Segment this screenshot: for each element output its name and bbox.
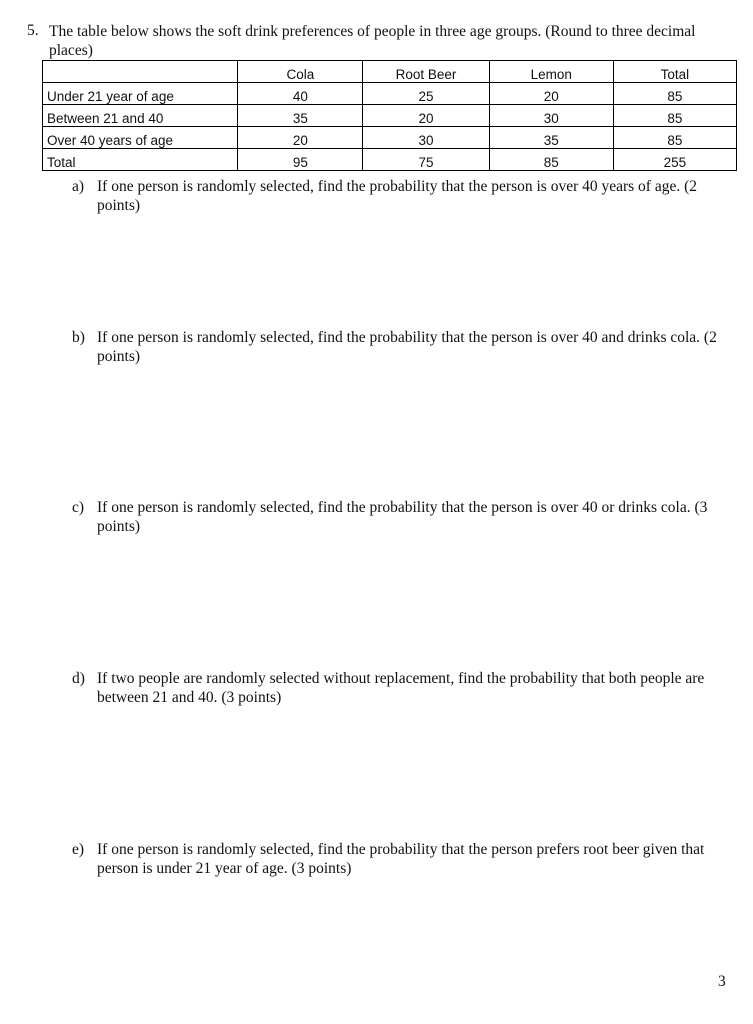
part-text: If one person is randomly selected, find the probability that the person is over 40 or drinks cola. (3 points) <box>97 499 708 535</box>
question-text: The table below shows the soft drink preferences of people in three age groups. (Round to three decimal places) <box>49 23 696 59</box>
table-row <box>43 127 737 149</box>
table-row-label: Under 21 year of age <box>43 83 238 105</box>
part-label: c) <box>72 499 85 516</box>
table-header-row <box>43 61 737 83</box>
table-cell: 75 <box>363 149 489 171</box>
table-row-label: Between 21 and 40 <box>43 105 238 127</box>
part-text: If one person is randomly selected, find the probability that the person prefers root beer given that person is under 21 year of age. (3 points) <box>97 841 705 877</box>
part-label: a) <box>72 178 85 195</box>
part-b <box>72 328 727 366</box>
table-cell: 30 <box>489 105 613 127</box>
table-header-cell <box>43 61 238 83</box>
table-cell: 95 <box>238 149 363 171</box>
table-cell: 255 <box>613 149 736 171</box>
table-cell: 85 <box>489 149 613 171</box>
part-e <box>72 840 727 878</box>
table-cell: 85 <box>613 127 736 149</box>
table-cell: 85 <box>613 105 736 127</box>
part-text: If two people are randomly selected without replacement, find the probability that both people are between 21 and 40. (3 points) <box>97 670 705 706</box>
page-number: 3 <box>718 973 726 990</box>
part-a <box>72 177 727 215</box>
table-row-label: Over 40 years of age <box>43 127 238 149</box>
drink-preferences-table <box>42 60 737 171</box>
table-cell: 20 <box>238 127 363 149</box>
part-d <box>72 669 727 707</box>
table-header-cell: Root Beer <box>363 61 489 83</box>
question-number: 5. <box>27 22 39 39</box>
table-row <box>43 105 737 127</box>
part-text: If one person is randomly selected, find the probability that the person is over 40 and drinks cola. (2 points) <box>97 329 717 365</box>
table-cell: 40 <box>238 83 363 105</box>
table-cell: 25 <box>363 83 489 105</box>
part-label: d) <box>72 670 85 687</box>
table-total-row <box>43 149 737 171</box>
table-header-cell: Total <box>613 61 736 83</box>
part-text: If one person is randomly selected, find the probability that the person is over 40 years of age. (2 points) <box>97 178 698 214</box>
table-cell: 35 <box>238 105 363 127</box>
table-row <box>43 83 737 105</box>
table-cell: 30 <box>363 127 489 149</box>
table-cell: 20 <box>363 105 489 127</box>
table-row-label: Total <box>43 149 238 171</box>
part-c <box>72 498 727 536</box>
table-cell: 85 <box>613 83 736 105</box>
part-label: e) <box>72 841 85 858</box>
part-label: b) <box>72 329 85 346</box>
table-cell: 20 <box>489 83 613 105</box>
table-header-cell: Cola <box>238 61 363 83</box>
table-cell: 35 <box>489 127 613 149</box>
table-header-cell: Lemon <box>489 61 613 83</box>
